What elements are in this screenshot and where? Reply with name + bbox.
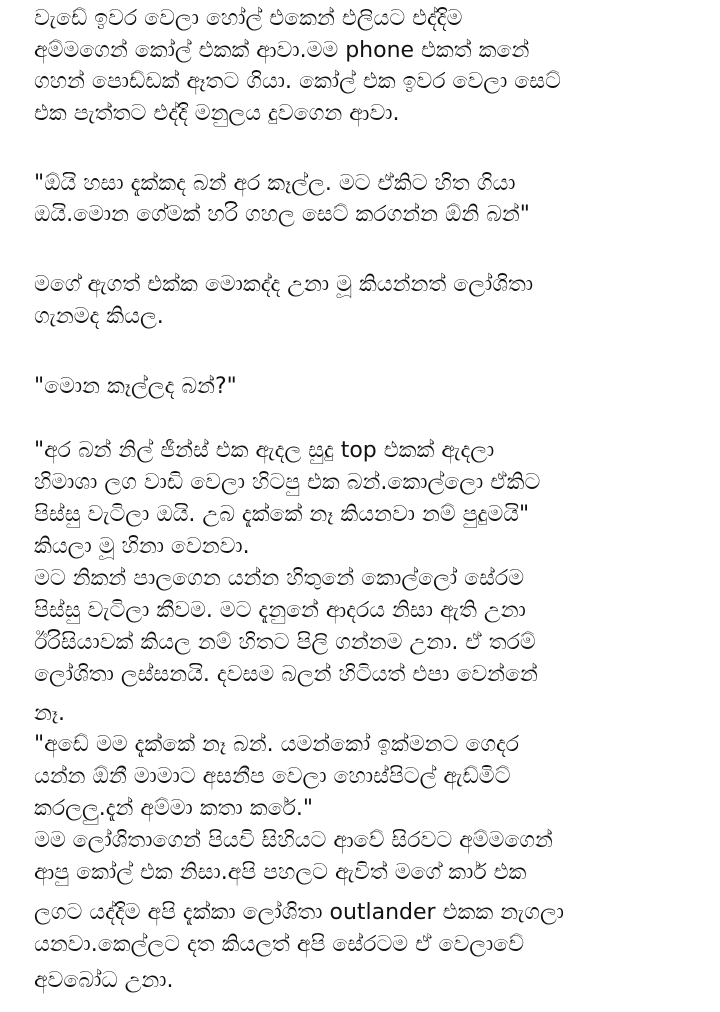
- text-line: පිස්සු වැටිලා ඔයි. උබ දැක්කේ නෑ කියනවා නම් පුදුමයි": [34, 502, 530, 527]
- text-line: "ඕයි හසා දැක්කද බන් අර කෑල්ල. මට ඒකිට හිත ගියා: [34, 171, 516, 196]
- text-line: ගහන් පොඩ්ඩක් ඈතට ගියා. කෝල් එක ඉවර වෙලා සෙට්: [34, 69, 561, 94]
- text-line: අවබෝධ උනා.: [34, 968, 174, 993]
- text-line: වැඩේ ඉවර වෙලා හෝල් එකෙන් එලියට එද්දිම: [34, 6, 463, 31]
- text-line: කරලලු.දැන් අම්මා කතා කරේ.": [34, 796, 313, 821]
- text-line: යන්න ඕනී මාමාට අසනීප වෙලා හොස්පිටල් ඇඩ්මිට්: [34, 764, 511, 789]
- text-line: "අර බන් නිල් ජීන්ස් එක ඇදල සුදු top එකක් ඇදලා: [34, 438, 495, 463]
- text-line: නෑ.: [34, 701, 65, 726]
- text-line: ආපු කෝල් එක නිසා.අපි පහලට ඇවිත් මගේ කාර් එක: [34, 860, 527, 885]
- text-line: ඔයි.මොන ගේමක් හරි ගහල සෙට් කරගන්න ඕනි බන්": [34, 202, 530, 227]
- text-line: මගේ ඇගත් එක්ක මොකද්ද උනා මූ කියන්නත් ලෝශිතා: [34, 272, 534, 297]
- text-line: අම්මගෙන් කෝල් එකක් ආවා.මම phone එකත් කනේ: [34, 38, 530, 63]
- text-line: එක පැත්තට එද්දි මනුලය දුවගෙන ආවා.: [34, 101, 400, 126]
- text-line: ගැනමද කියල.: [34, 304, 164, 329]
- text-line: කියලා මූ හිනා වෙනවා.: [34, 534, 250, 559]
- text-line: ලෝශිතා ලස්සනයි. දවසම බලන් හිටියත් එපා වෙන්නේ: [34, 662, 538, 687]
- text-line: යනවා.කෙල්ලට දත කියලත් අපි සේරටම ඒ වෙලාවේ: [34, 932, 525, 957]
- text-line: ඊරිසියාවක් කියල නම් හිතට පිලි ගන්නම උනා. ඒ තරම්: [34, 630, 536, 655]
- text-line: ලගට යද්දිම අපි දැක්කා ලෝශිතා outlander එකක නැගලා: [34, 900, 564, 925]
- text-line: "මොන කෑල්ලද බන්?": [34, 374, 237, 399]
- text-line: හිමාශා ලග වාඩි වෙලා හිටපු එක බන්.කොල්ලො ඒකිට: [34, 470, 541, 495]
- text-line: මට නිකන් පාලගෙන යන්න හිතුනේ කොල්ලෝ සේරම: [34, 566, 525, 591]
- text-line: මම ලෝශිතාගෙන් පියවි සිහියට ආවේ සිරවට අම්මගෙන්: [34, 828, 553, 853]
- text-line: "අඩේ මම දැක්කේ නෑ බන්. යමන්කෝ ඉක්මනට ගෙදර: [34, 732, 520, 757]
- text-line: පිස්සු වැටිලා කීවම. මට දැනුනේ ආදරය නිසා ඇති උනා: [34, 598, 526, 623]
